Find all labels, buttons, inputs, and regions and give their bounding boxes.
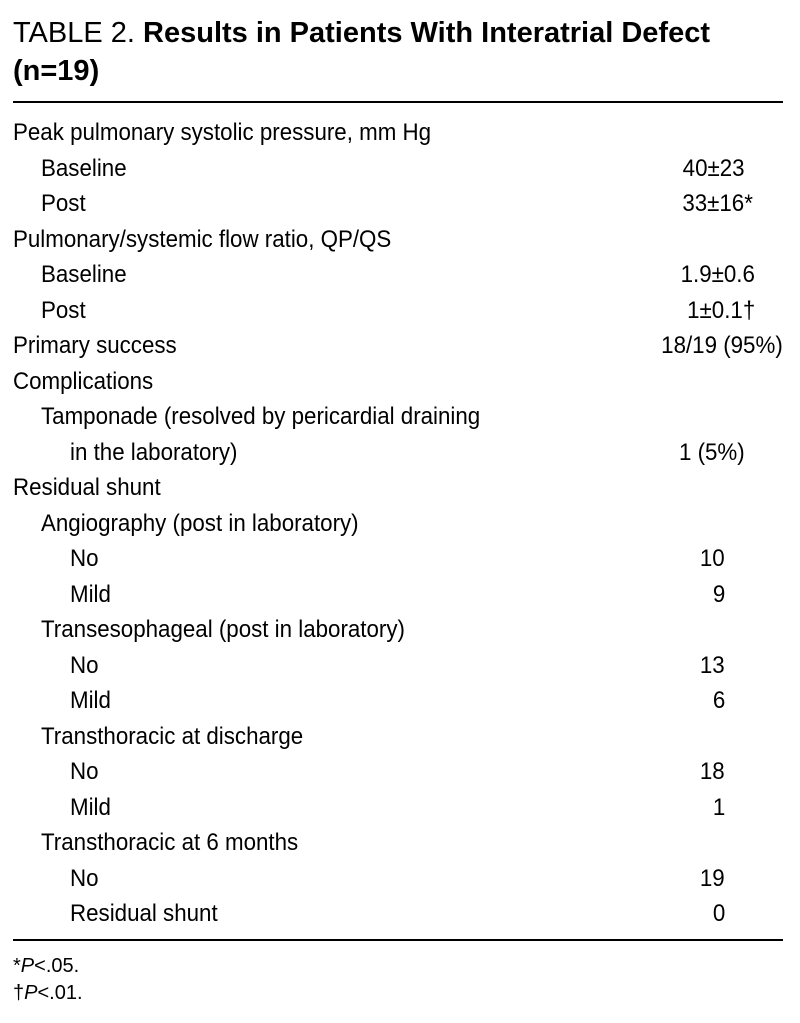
row-value: 0: [712, 900, 725, 927]
table-row: [13, 896, 783, 932]
bottom-rule: [13, 939, 783, 941]
row-value: 18/19 (95%): [661, 332, 783, 359]
row-label: Baseline: [41, 261, 127, 288]
row-value: 10: [700, 545, 725, 572]
table-row: [13, 257, 783, 293]
table-row: [13, 115, 783, 151]
table-row: [13, 435, 783, 471]
row-value: 40±23: [683, 154, 745, 182]
row-value: 18: [700, 758, 725, 785]
row-value: 1: [712, 793, 725, 821]
table-row: [13, 861, 783, 897]
row-label: Peak pulmonary systolic pressure, mm Hg: [13, 119, 432, 146]
table-row: [13, 506, 783, 542]
table-row: [13, 186, 783, 222]
row-value: 19: [700, 864, 725, 892]
row-label: No: [70, 651, 99, 679]
row-label: Residual shunt: [13, 474, 161, 501]
row-label: Tamponade (resolved by pericardial draining: [41, 403, 481, 430]
row-value: 1.9±0.6: [680, 261, 755, 288]
row-label: Baseline: [41, 154, 127, 182]
row-label: Mild: [70, 580, 111, 608]
table-title: [13, 14, 783, 90]
top-rule: [13, 101, 783, 103]
footnote-text: <.05.: [34, 955, 80, 977]
table-row: [13, 151, 783, 187]
footnote-p: P: [20, 955, 35, 977]
table-row: [13, 612, 783, 648]
row-label: Post: [41, 296, 86, 324]
row-label: No: [70, 864, 99, 892]
row-label: Transesophageal (post in laboratory): [41, 616, 405, 643]
table-row: [13, 683, 783, 719]
table-row: [13, 399, 783, 435]
footnote: [13, 980, 783, 1007]
table-row: [13, 222, 783, 258]
row-label: Transthoracic at discharge: [41, 722, 304, 750]
row-label: Angiography (post in laboratory): [41, 509, 359, 537]
table-row: [13, 790, 783, 826]
row-value: 33±16*: [682, 190, 753, 217]
results-table: [13, 115, 783, 932]
footnotes: [13, 953, 783, 1007]
table-row: [13, 470, 783, 506]
table-row: [13, 648, 783, 684]
table-row: [13, 364, 783, 400]
row-label: Pulmonary/systemic flow ratio, QP/QS: [13, 225, 392, 253]
row-label: Post: [41, 190, 86, 217]
row-value: 1±0.1†: [686, 296, 755, 324]
footnote-p: P: [24, 982, 38, 1004]
row-label: Transthoracic at 6 months: [41, 829, 299, 856]
row-value: 6: [712, 687, 725, 714]
row-value: 1 (5%): [679, 438, 745, 466]
table-heading: Results in Patients With Interatrial Defect (n=19): [13, 17, 711, 87]
table-row: [13, 719, 783, 755]
table-row: [13, 541, 783, 577]
row-label: No: [70, 545, 99, 572]
footnote-mark: †: [13, 982, 25, 1004]
footnote: [13, 953, 783, 980]
row-label: No: [70, 758, 99, 785]
row-value: 13: [700, 651, 725, 679]
footnote-mark: *: [13, 955, 21, 977]
table-row: [13, 328, 783, 364]
row-label: Mild: [70, 793, 111, 821]
row-label: in the laboratory): [70, 438, 238, 466]
row-label: Mild: [70, 687, 111, 714]
table-row: [13, 754, 783, 790]
row-label: Primary success: [13, 332, 177, 359]
table-row: [13, 577, 783, 613]
table-row: [13, 825, 783, 861]
row-label: Residual shunt: [70, 900, 218, 927]
footnote-text: <.01.: [37, 982, 83, 1004]
row-label: Complications: [13, 367, 154, 395]
table-number: TABLE 2.: [13, 17, 135, 49]
table-row: [13, 293, 783, 329]
row-value: 9: [712, 580, 725, 608]
